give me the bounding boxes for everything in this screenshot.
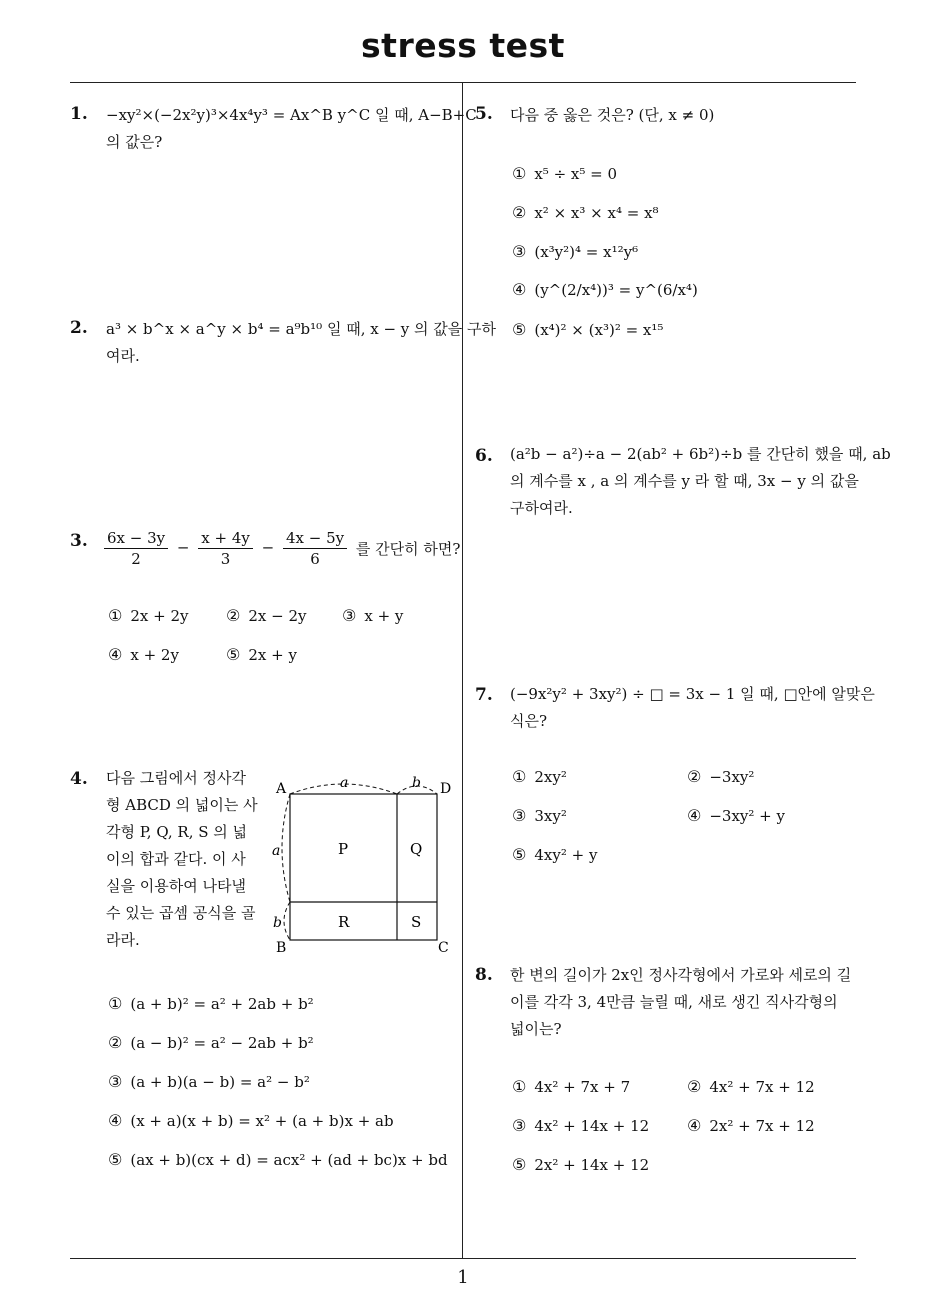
answer-option[interactable] (108, 1150, 448, 1169)
region-label-r: R (338, 913, 350, 931)
question-number: 5. (475, 104, 493, 124)
side-label-a-top: a (340, 775, 349, 791)
option-marker: ③ (512, 1116, 527, 1135)
answer-option[interactable] (108, 1072, 310, 1091)
question-4-line: 이의 합과 같다. 이 사 (106, 850, 246, 868)
option-marker: ④ (687, 1116, 702, 1135)
vertex-label-d: D (440, 781, 452, 797)
answer-option[interactable] (512, 1116, 649, 1135)
question-2-line-2: 여라. (106, 347, 140, 365)
brace-b-left (284, 902, 290, 940)
answer-option[interactable] (512, 767, 567, 786)
square-diagram-svg (270, 772, 460, 958)
option-text: 2x² + 7x + 12 (709, 1117, 815, 1135)
option-text: x² × x³ × x⁴ = x⁸ (534, 204, 659, 222)
question-8-text (510, 962, 851, 1043)
question-number: 6. (475, 446, 493, 466)
side-label-b-top: b (412, 775, 421, 791)
option-text: x⁵ ÷ x⁵ = 0 (534, 165, 618, 183)
question-4-line: 형 ABCD 의 넓이는 사 (106, 796, 258, 814)
question-number: 2. (70, 318, 88, 338)
question-4-text (106, 765, 258, 954)
question-4-line: 각형 P, Q, R, S 의 넓 (106, 823, 248, 841)
fraction-denominator: 3 (220, 550, 231, 568)
answer-option[interactable] (108, 606, 188, 625)
answer-option[interactable] (108, 645, 179, 664)
option-marker: ① (108, 606, 123, 625)
question-2-text (106, 316, 496, 370)
option-marker: ⑤ (226, 645, 241, 664)
option-marker: ① (108, 994, 123, 1013)
question-7-line-1: (−9x²y² + 3xy²) ÷ □ = 3x − 1 일 때, □안에 알맞은 (510, 685, 875, 703)
option-text: 2xy² (534, 768, 567, 786)
answer-option[interactable] (512, 164, 617, 183)
option-text: x + y (364, 607, 404, 625)
answer-option[interactable] (687, 1077, 815, 1096)
option-marker: ⑤ (512, 320, 527, 339)
question-3-text: $\frac{6x - 3y}{2}$ − $\frac{x + 4y}{3}$ − $\frac{4x - 5y}{6}$ 를 간단히 하면? (100, 528, 460, 569)
region-label-q: Q (410, 840, 423, 858)
option-marker: ③ (342, 606, 357, 625)
question-7-line-2: 식은? (510, 712, 548, 730)
region-label-p: P (338, 840, 349, 858)
option-marker: ④ (108, 645, 123, 664)
option-text: (y^(2/x⁴))³ = y^(6/x⁴) (534, 281, 698, 299)
question-8-line-3: 넓이는? (510, 1020, 562, 1038)
side-label-b-left: b (273, 915, 282, 931)
option-text: (a + b)² = a² + 2ab + b² (130, 995, 314, 1013)
fraction (198, 528, 253, 569)
fraction (104, 528, 168, 569)
option-text: (a + b)(a − b) = a² − b² (130, 1073, 310, 1091)
vertex-label-c: C (438, 940, 449, 956)
question-number: 8. (475, 965, 493, 985)
option-marker: ④ (512, 280, 527, 299)
answer-option[interactable] (512, 806, 567, 825)
option-marker: ② (108, 1033, 123, 1052)
answer-option[interactable] (687, 767, 754, 786)
question-7-text (510, 681, 875, 735)
answer-option[interactable] (342, 606, 403, 625)
vertex-label-b: B (276, 940, 287, 956)
option-text: 4xy² + y (534, 846, 598, 864)
option-marker: ⑤ (108, 1150, 123, 1169)
question-3-tail: 를 간단히 하면? (355, 540, 461, 558)
answer-option[interactable] (687, 806, 785, 825)
option-marker: ⑤ (512, 1155, 527, 1174)
question-number: 7. (475, 685, 493, 705)
fraction-denominator: 6 (310, 550, 320, 568)
bottom-rule (70, 1258, 856, 1259)
option-text: (x³y²)⁴ = x¹²y⁶ (534, 243, 639, 261)
question-8-line-1: 한 변의 길이가 2x인 정사각형에서 가로와 세로의 길 (510, 966, 852, 984)
question-6-text (510, 441, 891, 522)
page-title: stress test (361, 26, 565, 65)
fraction (283, 528, 347, 569)
answer-option[interactable] (512, 203, 659, 222)
option-marker: ② (226, 606, 241, 625)
question-4-line: 다음 그림에서 정사각 (106, 769, 246, 787)
option-marker: ④ (687, 806, 702, 825)
question-1-text (106, 102, 477, 156)
option-text: 2x − 2y (248, 607, 307, 625)
answer-option[interactable] (226, 645, 297, 664)
answer-option[interactable] (512, 1155, 649, 1174)
answer-option[interactable] (512, 845, 597, 864)
option-text: −3xy² (709, 768, 755, 786)
page-number: 1 (457, 1267, 469, 1288)
question-5-text: 다음 중 옳은 것은? (단, x ≠ 0) (510, 106, 715, 124)
question-4-line: 실을 이용하여 나타낼 (106, 877, 246, 895)
region-label-s: S (411, 913, 422, 931)
option-marker: ② (687, 767, 702, 786)
option-text: −3xy² + y (709, 807, 785, 825)
question-4-line: 수 있는 곱셈 공식을 골 (106, 904, 256, 922)
option-text: (ax + b)(cx + d) = acx² + (ad + bc)x + bd (130, 1151, 448, 1169)
option-text: 4x² + 7x + 12 (709, 1078, 815, 1096)
question-number: 4. (70, 769, 88, 789)
option-text: (x + a)(x + b) = x² + (a + b)x + ab (130, 1112, 394, 1130)
answer-option[interactable] (512, 242, 638, 261)
vertex-label-a: A (276, 781, 287, 797)
side-label-a-left: a (272, 843, 281, 859)
option-text: 4x² + 7x + 7 (534, 1078, 631, 1096)
option-marker: ⑤ (512, 845, 527, 864)
option-text: (x⁴)² × (x³)² = x¹⁵ (534, 321, 664, 339)
column-divider (462, 83, 463, 1258)
question-4-line: 라라. (106, 931, 140, 949)
fraction-numerator: 4x − 5y (283, 528, 347, 549)
question-number: 1. (70, 104, 88, 124)
option-text: 3xy² (534, 807, 567, 825)
question-6-line-2: 의 계수를 x , a 의 계수를 y 라 할 때, 3x − y 의 값을 (510, 472, 859, 490)
question-number: 3. (70, 531, 88, 551)
answer-option[interactable] (226, 606, 306, 625)
option-text: 4x² + 14x + 12 (534, 1117, 650, 1135)
option-marker: ② (687, 1077, 702, 1096)
answer-option[interactable] (108, 1111, 394, 1130)
answer-option[interactable] (512, 280, 698, 299)
option-marker: ① (512, 767, 527, 786)
option-marker: ③ (512, 242, 527, 261)
answer-option[interactable] (108, 1033, 314, 1052)
fraction-numerator: 6x − 3y (104, 528, 168, 549)
option-marker: ③ (108, 1072, 123, 1091)
option-text: 2x + y (248, 646, 297, 664)
option-text: 2x + 2y (130, 607, 189, 625)
answer-option[interactable] (687, 1116, 815, 1135)
option-marker: ① (512, 1077, 527, 1096)
option-marker: ① (512, 164, 527, 183)
option-text: 2x² + 14x + 12 (534, 1156, 650, 1174)
option-text: (a − b)² = a² − 2ab + b² (130, 1034, 314, 1052)
option-text: x + 2y (130, 646, 179, 664)
fraction-numerator: x + 4y (198, 528, 253, 549)
question-8-line-2: 이를 각각 3, 4만큼 늘릴 때, 새로 생긴 직사각형의 (510, 993, 838, 1011)
answer-option[interactable] (512, 1077, 630, 1096)
answer-option[interactable] (512, 320, 663, 339)
question-2-line-1: a³ × b^x × a^y × b⁴ = a⁹b¹⁰ 일 때, x − y 의 값을 구하 (106, 320, 497, 338)
fraction-denominator: 2 (131, 550, 141, 568)
question-1-line-1: −xy²×(−2x²y)³×4x⁴y³ = Ax^B y^C 일 때, A−B+C (106, 106, 477, 124)
answer-option[interactable] (108, 994, 314, 1013)
question-1-line-2: 의 값은? (106, 133, 163, 151)
question-6-line-1: (a²b − a²)÷a − 2(ab² + 6b²)÷b 를 간단히 했을 때, ab (510, 445, 891, 463)
question-6-line-3: 구하여라. (510, 499, 573, 517)
option-marker: ④ (108, 1111, 123, 1130)
option-marker: ③ (512, 806, 527, 825)
top-rule (70, 82, 856, 83)
option-marker: ② (512, 203, 527, 222)
brace-a-left (282, 794, 290, 902)
square-diagram (270, 772, 460, 958)
